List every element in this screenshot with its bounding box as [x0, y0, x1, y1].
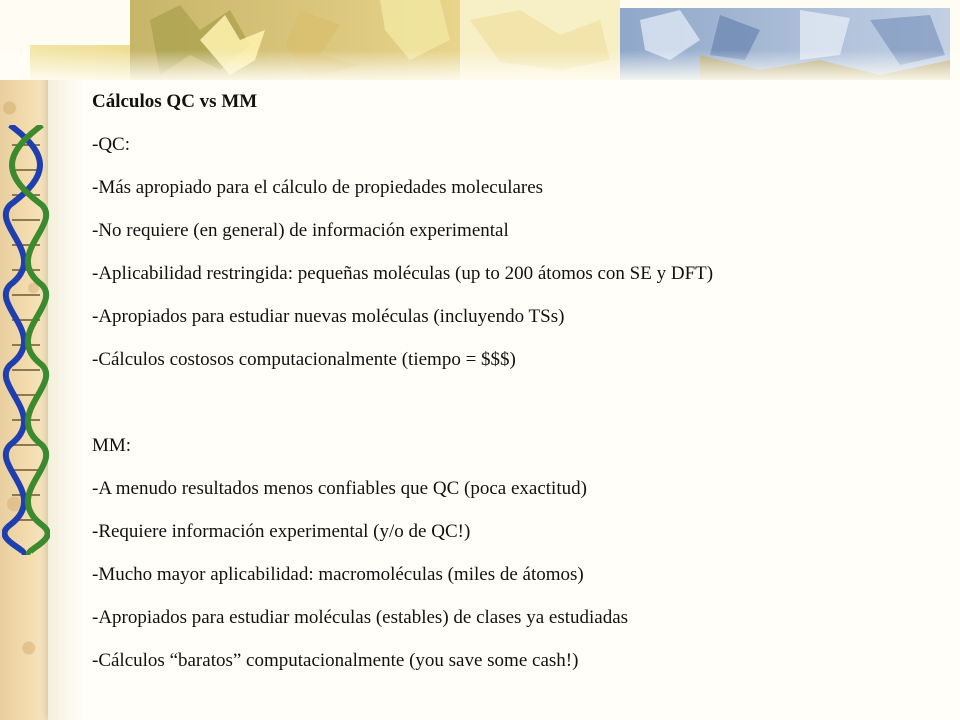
leaf-collage-banner — [0, 0, 960, 80]
dna-helix-icon — [2, 125, 50, 555]
qc-item: -Apropiados para estudiar nuevas moléculas (incluyendo TSs) — [92, 306, 565, 327]
qc-item: -Más apropiado para el cálculo de propiedades moleculares — [92, 177, 544, 198]
mm-item: -A menudo resultados menos confiables que QC (poca exactitud) — [92, 478, 587, 499]
qc-item: -Cálculos costosos computacionalmente (tiempo = $$$) — [92, 349, 516, 370]
mm-item: -Requiere información experimental (y/o de QC!) — [92, 521, 471, 542]
mm-item: -Mucho mayor aplicabilidad: macromoléculas (miles de átomos) — [92, 564, 584, 585]
section-gap — [92, 393, 952, 414]
qc-item: -Aplicabilidad restringida: pequeñas moléculas (up to 200 átomos con SE y DFT) — [92, 263, 714, 284]
slide-title: Cálculos QC vs MM — [92, 91, 258, 112]
qc-item: -No requiere (en general) de información experimental — [92, 220, 509, 241]
mm-item: -Cálculos “baratos” computacionalmente (you save some cash!) — [92, 650, 579, 671]
mm-header: MM: — [92, 435, 132, 456]
qc-header: -QC: — [92, 134, 130, 155]
slide-content — [92, 92, 952, 694]
mm-item: -Apropiados para estudiar moléculas (estables) de clases ya estudiadas — [92, 607, 629, 628]
